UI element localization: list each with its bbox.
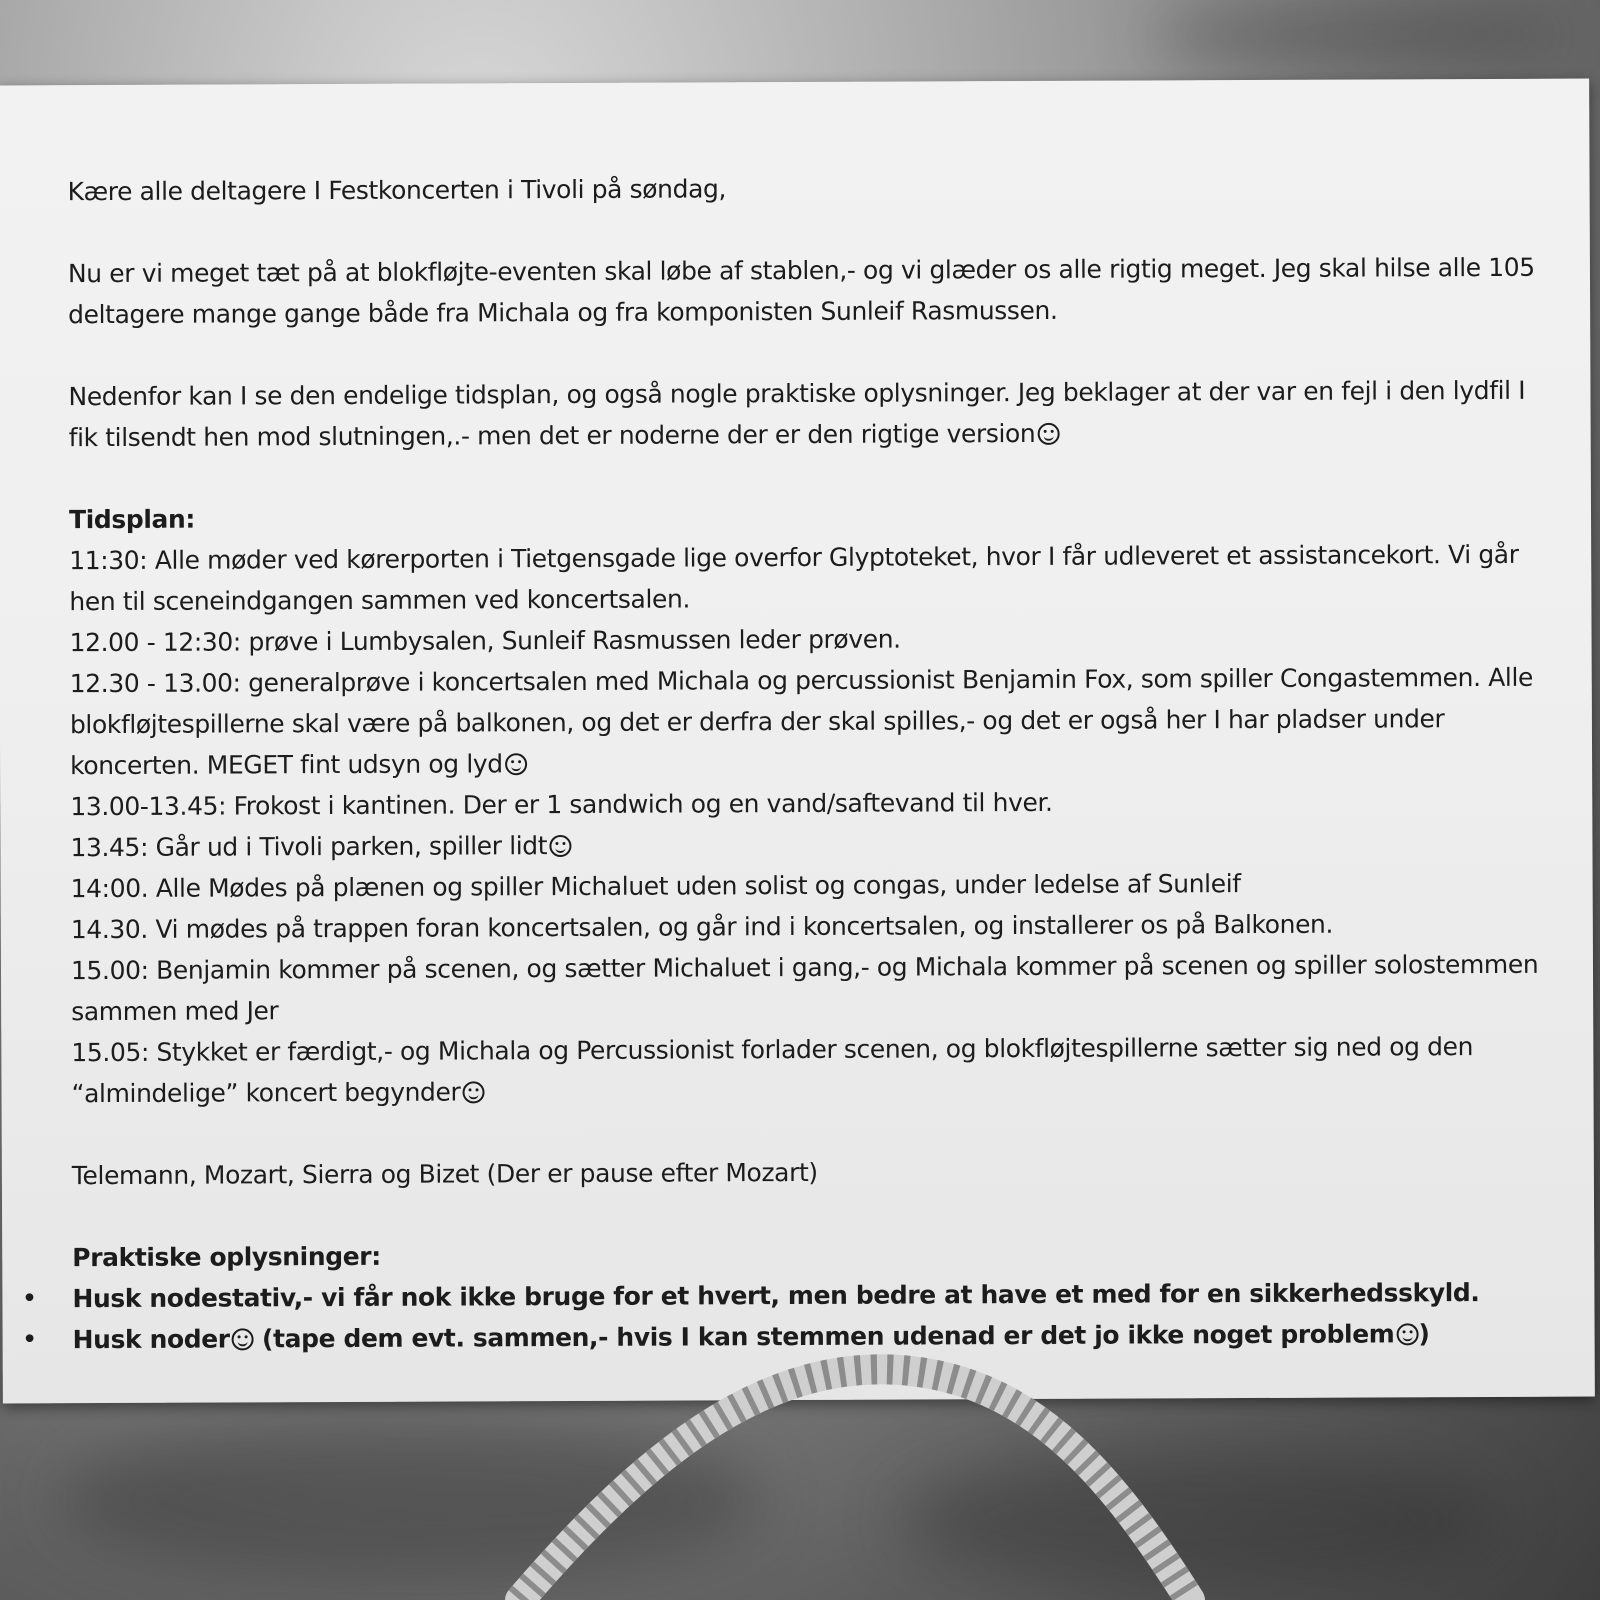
- info-heading: Praktiske oplysninger:: [72, 1241, 381, 1273]
- schedule-item: 12.00 - 12:30: prøve i Lumbysalen, Sunleif Rasmussen leder prøven.: [69, 624, 901, 658]
- schedule-item-text: 13.45: Går ud i Tivoli parken, spiller lidt: [70, 831, 548, 863]
- cloth-fold-shadow: [1150, 0, 1570, 70]
- info-item-text: Husk nodestativ,- vi får nok ikke bruge for et hvert, men bedre at have et med for en sikkerhedsskyld.: [72, 1278, 1480, 1314]
- notice-text: Nedenfor kan I se den endelige tidsplan, og også nogle praktiske oplysninger. Jeg beklager at der var en fejl i den lydfil I fik tilsendt hen mod slutningen,.- men det er noderne der er den rigtige version: [68, 375, 1526, 453]
- braided-cord: [0, 1340, 1600, 1600]
- schedule-list: [69, 534, 1561, 1114]
- schedule-item: [70, 821, 1560, 869]
- schedule-item-text: 15.05: Stykket er færdigt,- og Michala og Percussionist forlader scenen, og blokfløjtespillerne sætter sig ned og den “almindelige” koncert begynder: [71, 1032, 1474, 1109]
- info-item-text: (tape dem evt. sammen,- hvis I kan stemmen udenad er det jo ikke noget problem: [261, 1319, 1395, 1354]
- smiley-icon: [1037, 423, 1059, 445]
- smiley-icon: [549, 835, 571, 857]
- letter-paragraph-notice: [68, 370, 1558, 459]
- info-item: [22, 1272, 1562, 1320]
- letter-body: [22, 165, 1563, 1360]
- info-item-text: Husk noder: [72, 1324, 230, 1355]
- bullet-icon: •: [22, 1286, 37, 1312]
- concert-program: Telemann, Mozart, Sierra og Bizet (Der er pause efter Mozart): [71, 1157, 818, 1191]
- schedule-item: [70, 657, 1561, 787]
- smiley-icon: [505, 753, 527, 775]
- schedule-item-text: 12.30 - 13.00: generalprøve i koncertsalen med Michala og percussionist Benjamin Fox, som spiller Congastemmen. Alle blokfløjtespillerne skal være på balkonen, og det er derfra der skal spilles,- og det er også her I har pladser under koncerten. MEGET fint udsyn og lyd: [69, 662, 1534, 781]
- bullet-icon: •: [22, 1327, 37, 1353]
- letter-greeting: Kære alle deltagere I Festkoncerten i Tivoli på søndag,: [67, 174, 727, 207]
- letter-paper: [0, 79, 1595, 1404]
- schedule-item: 14:00. Alle Mødes på plænen og spiller Michaluet uden solist og congas, under ledelse af Sunleif: [70, 869, 1241, 904]
- schedule-item: 13.00-13.45: Frokost i kantinen. Der er 1 sandwich og en vand/saftevand til hver.: [70, 787, 1053, 822]
- smiley-icon: [462, 1081, 484, 1103]
- schedule-item: [71, 1026, 1561, 1115]
- letter-paragraph-intro: Nu er vi meget tæt på at blokfløjte-eventen skal løbe af stablen,- og vi glæder os alle rigtig meget. Jeg skal hilse alle 105 deltagere mange gange både fra Michala og fra komponisten Sunleif Rasmussen.: [67, 252, 1535, 330]
- schedule-heading: Tidsplan:: [68, 504, 196, 535]
- schedule-item: 15.00: Benjamin kommer på scenen, og sætter Michaluet i gang,- og Michala kommer på scenen og spiller solostemmen sammen med Jer: [70, 949, 1539, 1027]
- info-item-text: ): [1418, 1319, 1430, 1349]
- schedule-item: 14.30. Vi mødes på trappen foran koncertsalen, og går ind i koncertsalen, og installerer os på Balkonen.: [70, 909, 1334, 945]
- schedule-item: 11:30: Alle møder ved kørerporten i Tietgensgade lige overfor Glyptoteket, hvor I får udleveret et assistancekort. Vi går hen til sceneindgangen sammen ved koncertsalen.: [69, 539, 1519, 617]
